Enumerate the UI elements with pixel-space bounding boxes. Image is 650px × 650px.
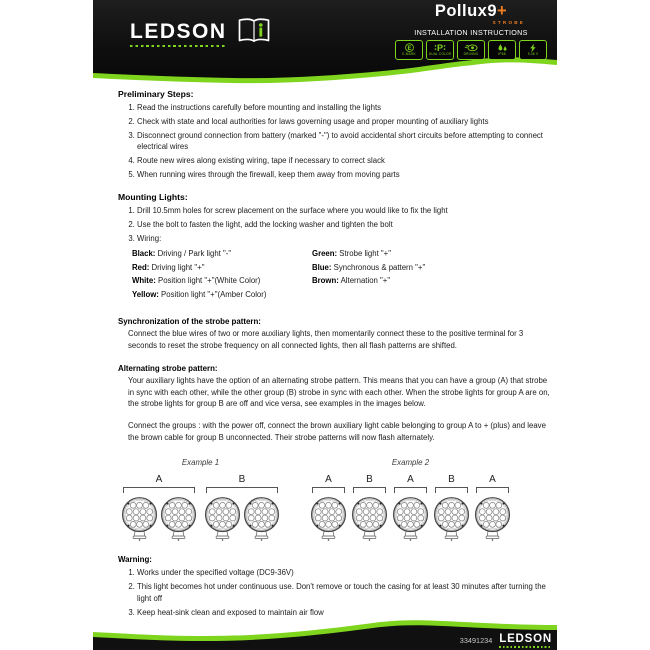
led-spotlight <box>242 496 281 542</box>
list-item: 3. Keep heat-sink clean and exposed to maintain air flow <box>137 607 549 618</box>
group-bracket <box>435 487 468 493</box>
list-item: 1. Works under the specified voltage (DC9-36V) <box>137 567 549 578</box>
paragraph: Connect the groups : with the power off, connect the brown auxiliary light cable belonging to group A to + (plus) and leave the brown cable for group B unconnected. Their strobe patterns will now flash alternately. <box>128 420 546 442</box>
section-preliminary <box>118 89 550 181</box>
wire-function: Strobe light "+" <box>337 248 392 258</box>
section-mounting <box>118 192 550 302</box>
brand-name: LEDSON <box>130 20 227 43</box>
wiring-row <box>132 288 312 302</box>
badge-e-mark <box>395 40 423 60</box>
group-label: A <box>155 474 163 486</box>
wire-function: Alternation "+" <box>338 276 391 286</box>
group-bracket <box>394 487 427 493</box>
group-bracket <box>476 487 509 493</box>
wire-color: Green: <box>312 248 338 258</box>
wiring-row <box>132 274 312 288</box>
lamps-row <box>432 496 471 542</box>
footer-right <box>460 634 552 649</box>
lamps-row <box>391 496 430 542</box>
footer <box>93 620 557 650</box>
example-block <box>309 458 512 542</box>
product-name-text: Pollux9 <box>434 2 498 20</box>
wiring-column-right <box>312 247 425 302</box>
wire-function: Driving / Park light "-" <box>155 248 232 258</box>
light-group <box>120 474 198 542</box>
certification-badges <box>391 40 551 60</box>
led-spotlight <box>391 496 430 542</box>
group-label: B <box>448 474 455 486</box>
wire-color: Yellow: <box>132 290 159 300</box>
examples-row <box>120 458 550 542</box>
list-item: 4. Route new wires along existing wiring, tape if necessary to correct slack <box>137 155 549 166</box>
led-spotlight <box>309 496 348 542</box>
wire-function: Driving light "+" <box>149 262 205 272</box>
example-block <box>120 458 281 542</box>
list-item: 3. Wiring: <box>137 233 549 244</box>
svg-text:E: E <box>406 45 412 52</box>
section-warning <box>118 555 550 618</box>
light-group <box>432 474 471 542</box>
product-plus: + <box>497 2 508 20</box>
wiring-row <box>132 247 312 261</box>
wiring-table <box>132 247 550 302</box>
light-group <box>309 474 348 542</box>
product-name <box>391 3 551 20</box>
wire-function: Position light "+"(White Color) <box>155 276 261 286</box>
group-label: A <box>325 474 332 486</box>
section-synchronization <box>118 317 550 351</box>
led-spotlight <box>473 496 512 542</box>
light-group <box>350 474 389 542</box>
example-title: Example 2 <box>391 458 430 468</box>
warning-list <box>118 567 550 618</box>
group-label: A <box>407 474 414 486</box>
document-title: INSTALLATION INSTRUCTIONS <box>414 27 528 37</box>
list-item: 2. Use the bolt to fasten the light, add the locking washer and tighten the bolt <box>137 219 549 230</box>
wire-color: Blue: <box>312 262 332 272</box>
wiring-row <box>312 261 425 275</box>
example-title: Example 1 <box>181 458 220 468</box>
group-bracket <box>353 487 386 493</box>
light-groups <box>309 474 512 542</box>
badge-label: E-MARK <box>402 51 416 56</box>
group-bracket <box>123 487 195 493</box>
light-group <box>391 474 430 542</box>
wire-function: Position light "+"(Amber Color) <box>158 290 267 300</box>
light-group <box>473 474 512 542</box>
led-spotlight <box>350 496 389 542</box>
product-block <box>391 3 551 60</box>
lamps-row <box>350 496 389 542</box>
badge-ip68 <box>488 40 516 60</box>
brand-logo <box>130 21 227 47</box>
badge-voltage <box>519 40 547 60</box>
group-bracket <box>206 487 278 493</box>
wire-color: Black: <box>132 248 156 258</box>
led-spotlight <box>120 496 159 542</box>
group-label: B <box>238 474 246 486</box>
brand-dots-underline <box>499 646 552 648</box>
article-number: 33491234 <box>459 636 493 645</box>
list-item: 1. Drill 10.5mm holes for screw placement on the surface where you would like to fix the light <box>137 205 549 216</box>
document <box>93 0 557 650</box>
led-spotlight <box>203 496 242 542</box>
lamps-row <box>120 496 198 542</box>
list-item: 2. Check with state and local authorities for laws governing usage and proper mounting of auxiliary lights <box>137 116 549 127</box>
section-title: Preliminary Steps: <box>118 89 194 99</box>
badge-label: DRIVING <box>463 51 479 56</box>
lamps-row <box>473 496 512 542</box>
group-label: B <box>366 474 373 486</box>
wire-color: White: <box>132 276 156 286</box>
group-label: A <box>489 474 496 486</box>
light-group <box>203 474 281 542</box>
lamps-row <box>309 496 348 542</box>
manual-book-icon <box>236 17 272 45</box>
lamps-row <box>203 496 281 542</box>
led-spotlight <box>432 496 471 542</box>
wiring-row <box>312 247 425 261</box>
svg-text:P: P <box>436 42 444 53</box>
product-subname: STROBE <box>492 20 525 25</box>
brand-dots-underline <box>130 45 227 48</box>
preliminary-list <box>118 102 550 181</box>
section-title: Synchronization of the strobe pattern: <box>118 317 261 326</box>
wire-function: Synchronous & pattern "+" <box>331 262 426 272</box>
section-title: Alternating strobe pattern: <box>118 364 218 374</box>
list-item: 1. Read the instructions carefully before mounting and installing the lights <box>137 102 549 113</box>
wire-color: Brown: <box>312 276 339 286</box>
badge-dual-color <box>426 40 454 60</box>
list-item: 2. This light becomes hot under continuous use. Don't remove or touch the casing for at least 30 minutes after turning the light off <box>137 581 549 604</box>
section-title: Mounting Lights: <box>118 191 188 202</box>
wire-color: Red: <box>132 262 150 272</box>
badge-driving <box>457 40 485 60</box>
mounting-list <box>118 205 550 244</box>
list-item: 5. When running wires through the firewall, keep them away from moving parts <box>137 169 549 180</box>
badge-label: DUAL COLOR <box>428 51 452 56</box>
paragraph: Connect the blue wires of two or more auxiliary lights, then momentarily connect these to the positive terminal for 3 seconds to reset the strobe frequency on all connected lights, then all flash patterns are shifted. <box>128 329 524 350</box>
footer-brand-logo <box>499 634 552 649</box>
badge-label: 9-36 V <box>527 51 539 56</box>
instructions-content <box>118 89 550 621</box>
paragraph: Your auxiliary lights have the option of an alternating strobe pattern. This means that you can have a group (A) that strobe in sync with each other, while the other group (B) strobe in sync with each other. When the strobe lights for group A are on, the strobe lights for group B are off and vice versa, see examples in the images below. <box>128 376 550 409</box>
badge-label: IP68 <box>498 51 506 56</box>
header <box>93 0 557 88</box>
brand-name: LEDSON <box>499 632 552 645</box>
wiring-row <box>312 274 425 288</box>
section-title: Warning: <box>118 555 152 565</box>
wiring-column-left <box>132 247 312 302</box>
group-bracket <box>312 487 345 493</box>
led-spotlight <box>159 496 198 542</box>
list-item: 3. Disconnect ground connection from battery (marked "-") to avoid accidental short circuits before attempting to connect electrical wires <box>137 130 549 153</box>
wiring-row <box>132 261 312 275</box>
section-alternating <box>118 364 550 443</box>
light-groups <box>120 474 281 542</box>
